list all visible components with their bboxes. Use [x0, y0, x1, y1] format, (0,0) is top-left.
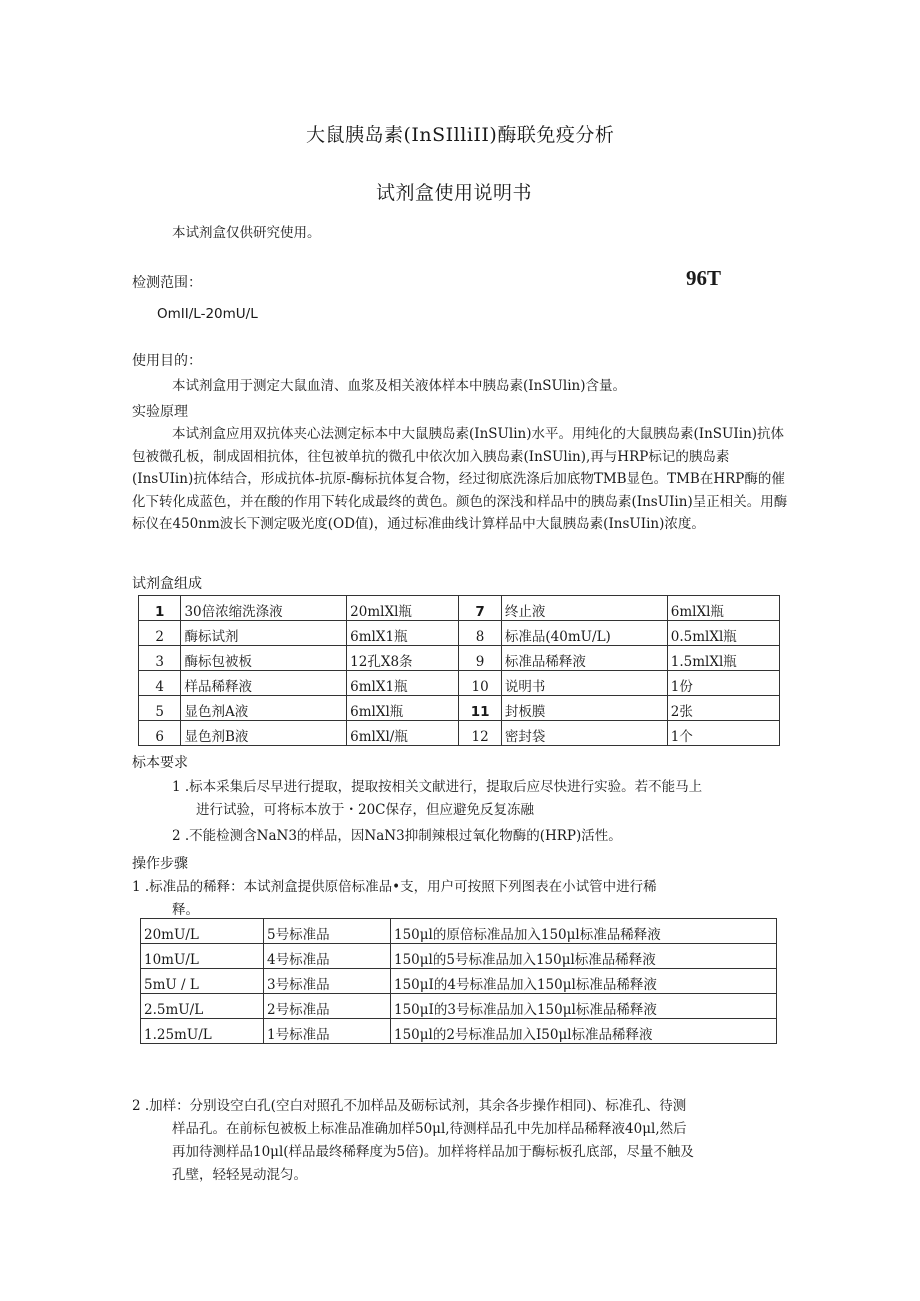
- table-row: [141, 919, 777, 944]
- dilution-cell-std: 1号标准品: [264, 1019, 391, 1044]
- kit-cell-name2: 标准品(40mU/L): [501, 621, 667, 646]
- dilution-cell-conc: 10mU/L: [141, 944, 264, 969]
- kit-cell-spec2: 1个: [667, 721, 779, 746]
- table-row: [141, 944, 777, 969]
- range-value: OmII/L-20mU/L: [157, 306, 258, 322]
- kit-cell-name1: 显色剂A液: [181, 696, 347, 721]
- kit-cell-name2: 说明书: [501, 671, 667, 696]
- table-row: [139, 696, 780, 721]
- dilution-cell-desc: 150μl的原倍标准品加入150μl标准品稀释液: [391, 919, 777, 944]
- kit-cell-spec1: 20mlXl瓶: [347, 596, 459, 621]
- kit-cell-spec2: 1份: [667, 671, 779, 696]
- dilution-cell-desc: 150μl的2号标准品加入I50μl标准品稀释液: [391, 1019, 777, 1044]
- table-row: [139, 596, 780, 621]
- kit-cell-n2: 7: [459, 596, 502, 621]
- dilution-cell-conc: 20mU/L: [141, 919, 264, 944]
- purpose-text: 本试剂盒用于测定大鼠血清、血浆及相关液体样本中胰岛素(InSUlin)含量。: [172, 378, 627, 394]
- dilution-cell-std: 2号标准品: [264, 994, 391, 1019]
- steps-heading: 操作步骤: [132, 856, 188, 872]
- step-2-line-2: 样品孔。在前标包被板上标准品准确加样50μl,待测样品孔中先加样品稀释液40μl,然后: [172, 1121, 687, 1137]
- purpose-heading: 使用目的：: [132, 353, 202, 369]
- kit-cell-name1: 样品稀释液: [181, 671, 347, 696]
- step-1-cont: 释。: [172, 902, 199, 918]
- dilution-cell-desc: 150μl的5号标准品加入150μl标准品稀释液: [391, 944, 777, 969]
- step-1: 1 .标准品的稀释：本试剂盒提供原倍标准品•支，用户可按照下列图表在小试管中进行稀: [132, 879, 657, 895]
- kit-cell-name1: 显色剂B液: [181, 721, 347, 746]
- sample-heading: 标本要求: [132, 755, 188, 771]
- dilution-cell-conc: 5mU / L: [141, 969, 264, 994]
- dilution-cell-conc: 2.5mU/L: [141, 994, 264, 1019]
- table-row: [139, 646, 780, 671]
- range-heading: 检测范围：: [132, 275, 202, 291]
- table-row: [141, 994, 777, 1019]
- kit-cell-spec2: 2张: [667, 696, 779, 721]
- kit-cell-spec1: 6mlXl瓶: [347, 696, 459, 721]
- dilution-cell-conc: 1.25mU/L: [141, 1019, 264, 1044]
- principle-text: 本试剂盒应用双抗体夹心法测定标本中大鼠胰岛素(InSUlin)水平。用纯化的大鼠胰岛素(InSUIin)抗体包被微孔板，制成固相抗体，往包被单抗的微孔中依次加入胰岛素(InSUlin),再与HRP标记的胰岛素(InsUIin)抗体结合，形成抗体-抗原-酶标抗体复合物，经过彻底洗涤后加底物TMB显色。TMB在HRP酶的催化下转化成蓝色，并在酸的作用下转化成最终的黄色。颜色的深浅和样品中的胰岛素(InsUIin)呈正相关。用酶标仪在450nm波长下测定吸光度(OD值)，通过标准曲线计算样品中大鼠胰岛素(InsUIin)浓度。: [132, 426, 788, 532]
- kit-cell-spec1: 6mlXl/瓶: [347, 721, 459, 746]
- kit-cell-n2: 8: [459, 621, 502, 646]
- kit-cell-n1: 2: [139, 621, 181, 646]
- kit-cell-name2: 封板膜: [501, 696, 667, 721]
- kit-cell-n2: 12: [459, 721, 502, 746]
- kit-cell-spec2: 1.5mlXl瓶: [667, 646, 779, 671]
- step-2-line-3: 再加待测样品10μl(样品最终稀释度为5倍)。加样将样品加于酶标板孔底部，尽量不触及: [172, 1144, 694, 1160]
- sample-item-2: 2 .不能检测含NaN3的样品，因NaN3抑制辣根过氧化物酶的(HRP)活性。: [172, 828, 622, 844]
- dilution-table: [140, 918, 777, 1044]
- sample-item-1: 1 .标本采集后尽早进行提取，提取按相关文献进行，提取后应尽快进行实验。若不能马上: [172, 779, 703, 795]
- table-row: [139, 671, 780, 696]
- kit-cell-spec1: 6mlX1瓶: [347, 671, 459, 696]
- kit-cell-name1: 酶标试剂: [181, 621, 347, 646]
- document-subtitle: 试剂盒使用说明书: [376, 182, 533, 204]
- kit-cell-n1: 3: [139, 646, 181, 671]
- table-row: [141, 1019, 777, 1044]
- kit-cell-name2: 终止液: [501, 596, 667, 621]
- kit-cell-n1: 1: [139, 596, 181, 621]
- step-2-line-4: 孔壁，轻轻晃动混匀。: [172, 1167, 307, 1183]
- kit-cell-n2: 9: [459, 646, 502, 671]
- dilution-cell-std: 3号标准品: [264, 969, 391, 994]
- kit-cell-n1: 5: [139, 696, 181, 721]
- principle-heading: 实验原理: [132, 404, 188, 420]
- kit-heading: 试剂盒组成: [132, 576, 202, 592]
- table-row: [141, 969, 777, 994]
- kit-cell-name2: 密封袋: [501, 721, 667, 746]
- kit-cell-spec2: 0.5mlXl瓶: [667, 621, 779, 646]
- kit-cell-n2: 11: [459, 696, 502, 721]
- kit-components-table: [138, 595, 780, 746]
- kit-cell-spec1: 6mlX1瓶: [347, 621, 459, 646]
- table-row: [139, 621, 780, 646]
- kit-cell-n2: 10: [459, 671, 502, 696]
- kit-cell-name2: 标准品稀释液: [501, 646, 667, 671]
- kit-cell-n1: 4: [139, 671, 181, 696]
- test-count: 96T: [686, 266, 722, 290]
- dilution-cell-desc: 150μI的3号标准品加入150μl标准品稀释液: [391, 994, 777, 1019]
- kit-cell-name1: 30倍浓缩洗涤液: [181, 596, 347, 621]
- table-row: [139, 721, 780, 746]
- research-use-note: 本试剂盒仅供研究使用。: [172, 225, 321, 241]
- document-title: 大鼠胰岛素(InSIlliII)酶联免疫分析: [306, 124, 615, 146]
- kit-cell-spec1: 12孔X8条: [347, 646, 459, 671]
- dilution-cell-std: 4号标准品: [264, 944, 391, 969]
- dilution-cell-desc: 150μI的4号标准品加入150μl标准品稀释液: [391, 969, 777, 994]
- step-2: 2 .加样：分别设空白孔(空白对照孔不加样品及砺标试剂，其余各步操作相同)、标准孔、待测: [132, 1098, 687, 1114]
- kit-cell-name1: 酶标包被板: [181, 646, 347, 671]
- sample-item-1-cont: 进行试验，可将标本放于・20C保存，但应避免反复冻融: [196, 802, 535, 818]
- kit-cell-n1: 6: [139, 721, 181, 746]
- dilution-cell-std: 5号标准品: [264, 919, 391, 944]
- kit-cell-spec2: 6mlXl瓶: [667, 596, 779, 621]
